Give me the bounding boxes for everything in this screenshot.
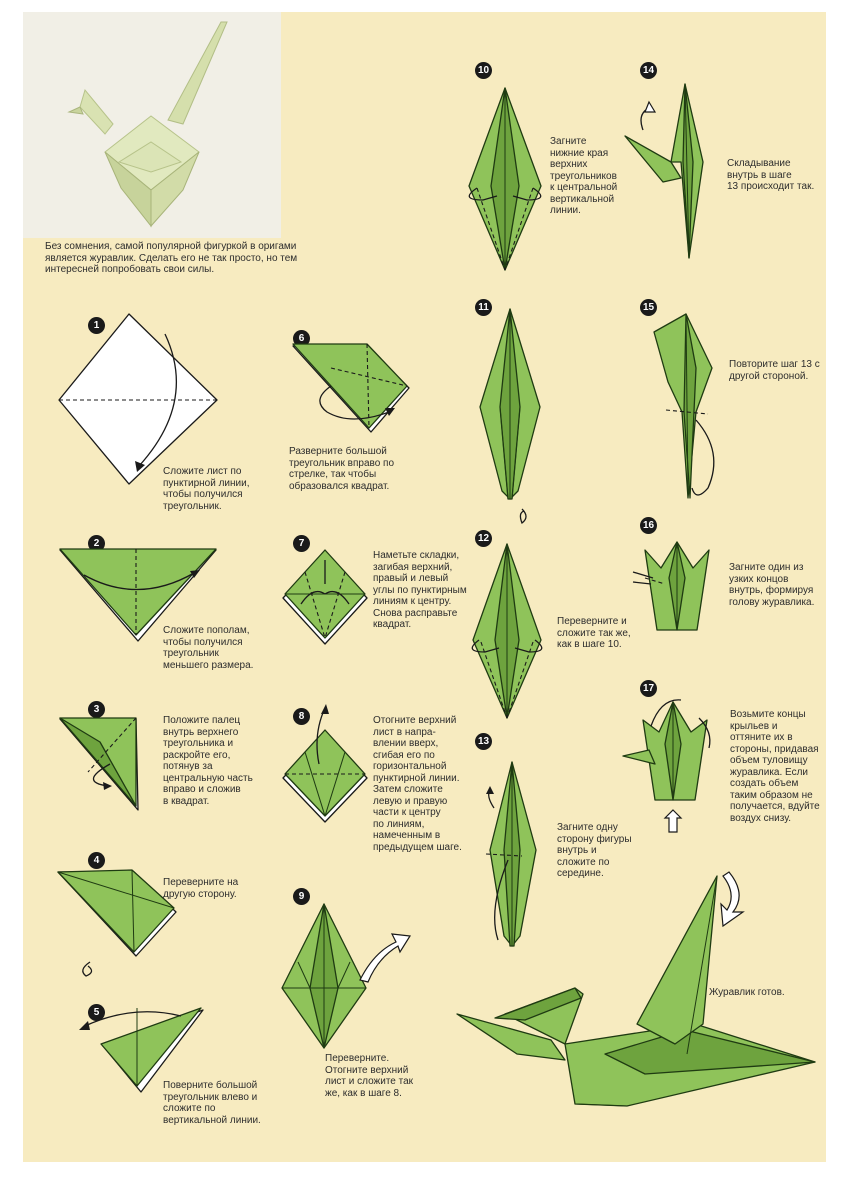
step-11-diagram [478, 307, 548, 527]
step-14-number: 14 [640, 62, 657, 79]
step-11-number: 11 [475, 299, 492, 316]
step-13-number: 13 [475, 733, 492, 750]
step-2-text: Сложите пополам, чтобы получился треугольник меньшего размера. [163, 625, 254, 671]
step-14-text: Складывание внутрь в шаге 13 происходит так. [727, 158, 815, 192]
step-12-text: Переверните и сложите так же, как в шаге 10. [557, 616, 631, 650]
step-5-number: 5 [88, 1004, 105, 1021]
step-3-number: 3 [88, 701, 105, 718]
finished-crane-diagram [455, 874, 825, 1134]
step-3-diagram [58, 716, 158, 812]
step-6-text: Разверните большой треугольник вправо по стрелке, так чтобы образовался квадрат. [289, 446, 395, 492]
step-17-text: Возьмите концы крыльев и оттяните их в стороны, придавая объем туловищу журавлика. Если создать объем таким образом не получается, вдуйте воздух снизу. [730, 709, 820, 824]
step-12-diagram [463, 542, 553, 722]
step-8-diagram [279, 704, 371, 824]
white-square-paper [59, 314, 217, 484]
step-13-text: Загните одну сторону фигуры внутрь и сложите по середине. [557, 822, 632, 879]
step-10-text: Загните нижние края верхних треугольников к центральной вертикальной линии. [550, 136, 618, 216]
step-9-text: Переверните. Отогните верхний лист и сложите так же, как в шаге 8. [325, 1053, 414, 1099]
instruction-page [23, 12, 826, 1162]
step-17-diagram [621, 692, 731, 852]
step-9-number: 9 [293, 888, 310, 905]
step-6-number: 6 [293, 330, 310, 347]
crane-photo-image [23, 12, 281, 238]
step-10-diagram [463, 84, 553, 274]
step-17-number: 17 [640, 680, 657, 697]
step-18-text: Журавлик готов. [709, 987, 785, 998]
step-8-text: Отогните верхний лист в напра- влении вверх, сгибая его по горизонтальной пунктирной линии. Затем сложите левую и правую части к центру по линиям, намеченным в предыдущем шаге. [373, 715, 462, 853]
step-7-text: Наметьте складки, загибая верхний, правый и левый углы по пунктирным линиям к центру. Снова расправьте квадрат. [373, 550, 467, 630]
step-3-text: Положите палец внутрь верхнего треугольника и раскройте его, потянув за центральную часть вправо и сложив в квадрат. [163, 715, 253, 807]
step-9-diagram [278, 902, 418, 1052]
step-15-number: 15 [640, 299, 657, 316]
step-6-diagram [291, 342, 416, 434]
step-16-text: Загните один из узких концов внутрь, формируя голову журавлика. [729, 562, 815, 608]
step-4-number: 4 [88, 852, 105, 869]
step-1-number: 1 [88, 317, 105, 334]
intro-text: Без сомнения, самой популярной фигуркой в оригами является журавлик. Сделать его не так просто, но тем интересней попробовать свои силы. [45, 241, 298, 275]
step-1-text: Сложите лист по пунктирной линии, чтобы получился треугольник. [163, 466, 250, 512]
step-14-diagram [623, 82, 733, 262]
step-16-diagram [631, 538, 721, 648]
step-7-number: 7 [293, 535, 310, 552]
step-8-number: 8 [293, 708, 310, 725]
step-5-text: Поверните большой треугольник влево и сложите по вертикальной линии. [163, 1080, 261, 1126]
step-1-diagram [57, 312, 227, 492]
step-7-diagram [279, 550, 371, 646]
crane-photo [23, 12, 281, 238]
step-4-text: Переверните на другую сторону. [163, 877, 239, 900]
step-15-text: Повторите шаг 13 с другой стороной. [729, 359, 820, 382]
step-12-number: 12 [475, 530, 492, 547]
step-2-number: 2 [88, 535, 105, 552]
step-15-diagram [648, 312, 728, 502]
step-16-number: 16 [640, 517, 657, 534]
step-10-number: 10 [475, 62, 492, 79]
crane-wing [637, 876, 717, 1044]
